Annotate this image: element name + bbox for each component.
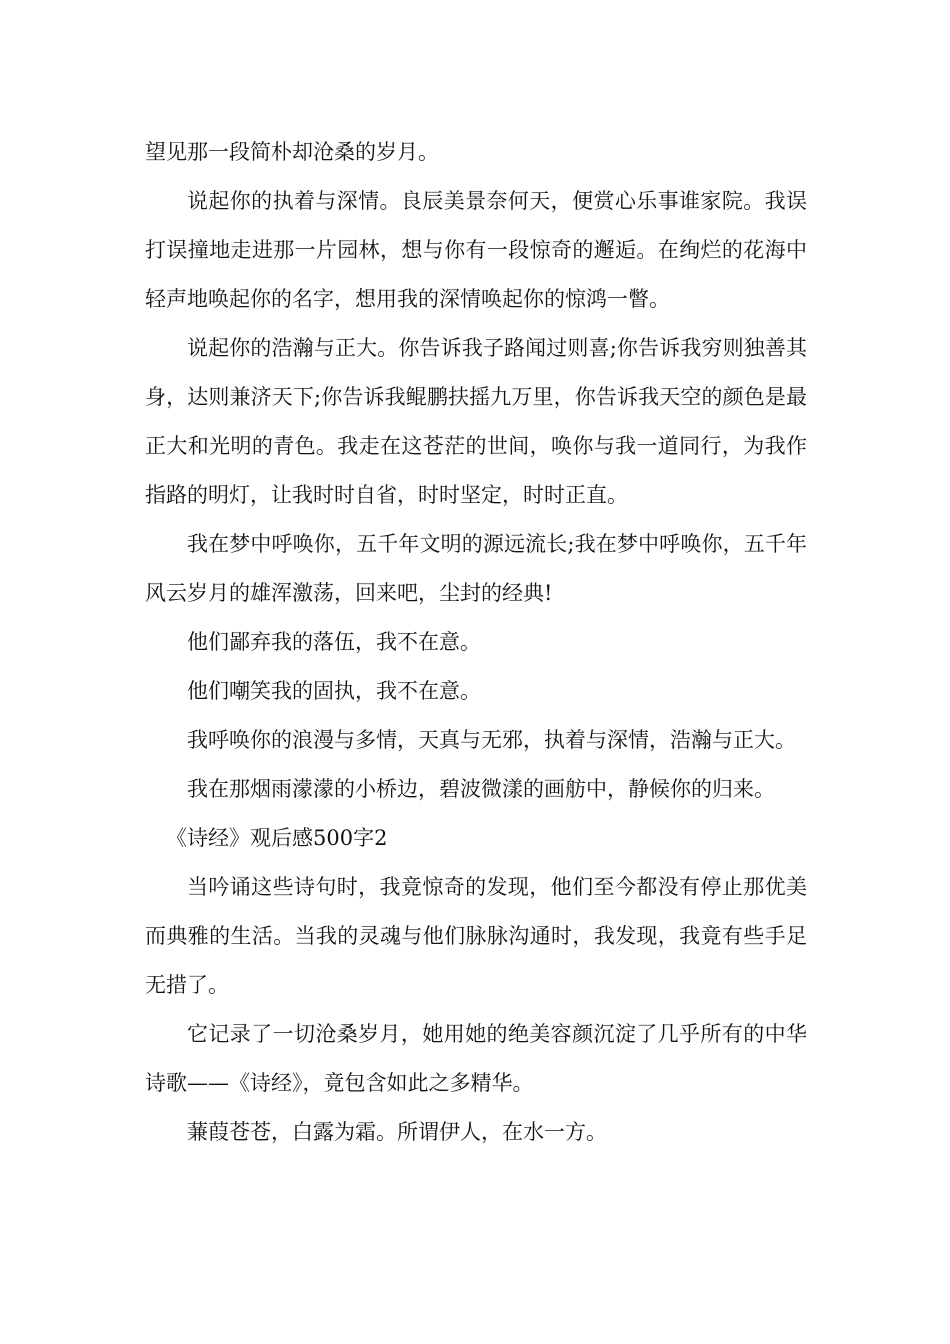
paragraph: 我在梦中呼唤你，五千年文明的源远流长;我在梦中呼唤你，五千年风云岁月的雄浑激荡，回来吧，尘封的经典! <box>145 532 807 605</box>
paragraph: 望见那一段简朴却沧桑的岁月。 <box>145 140 439 164</box>
paragraph: 蒹葭苍苍，白露为霜。所谓伊人，在水一方。 <box>187 1120 607 1144</box>
paragraph: 说起你的执着与深情。良辰美景奈何天，便赏心乐事谁家院。我误打误撞地走进那一片园林，想与你有一段惊奇的邂逅。在绚烂的花海中轻声地唤起你的名字，想用我的深情唤起你的惊鸿一瞥。 <box>145 189 807 311</box>
paragraph: 他们鄙弃我的落伍，我不在意。 <box>187 630 481 654</box>
paragraph: 我在那烟雨濛濛的小桥边，碧波微漾的画舫中，静候你的归来。 <box>187 777 775 801</box>
section-heading: 《诗经》观后感500字2 <box>166 826 388 850</box>
paragraph: 说起你的浩瀚与正大。你告诉我子路闻过则喜;你告诉我穷则独善其身，达则兼济天下;你告诉我鲲鹏扶摇九万里，你告诉我天空的颜色是最正大和光明的青色。我走在这苍茫的世间，唤你与我一道同行，为我作指路的明灯，让我时时自省，时时坚定，时时正直。 <box>145 336 807 507</box>
paragraph: 他们嘲笑我的固执，我不在意。 <box>187 679 481 703</box>
paragraph: 它记录了一切沧桑岁月，她用她的绝美容颜沉淀了几乎所有的中华诗歌——《诗经》，竟包含如此之多精华。 <box>145 1022 807 1095</box>
document-body <box>145 128 807 1157</box>
paragraph: 我呼唤你的浪漫与多情，天真与无邪，执着与深情，浩瀚与正大。 <box>187 728 796 752</box>
paragraph: 当吟诵这些诗句时，我竟惊奇的发现，他们至今都没有停止那优美而典雅的生活。当我的灵魂与他们脉脉沟通时，我发现，我竟有些手足无措了。 <box>145 875 807 997</box>
